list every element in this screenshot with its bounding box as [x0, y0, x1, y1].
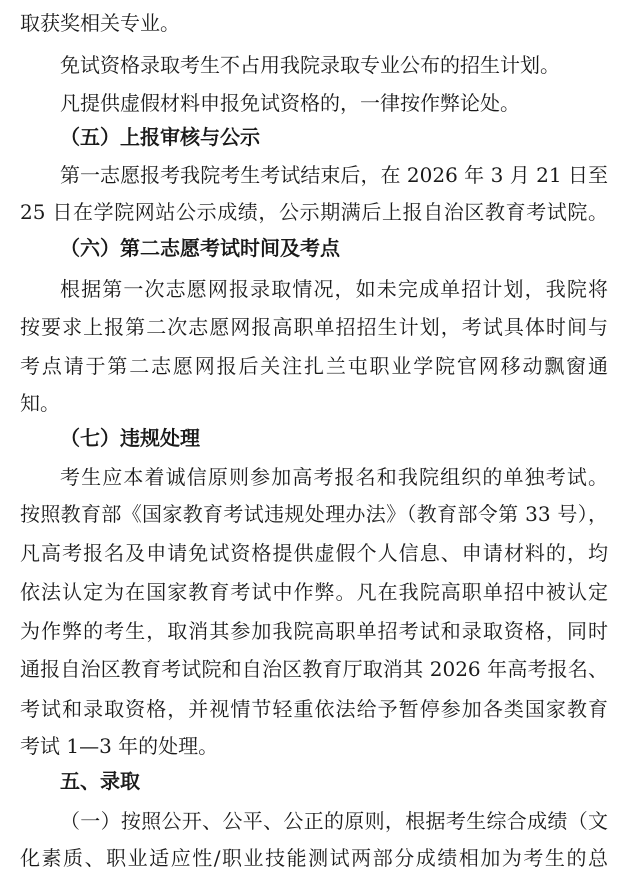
- text-line: 通报自治区教育考试院和自治区教育厅取消其 2026 年高考报名、: [20, 657, 608, 681]
- text-line: 考试 1—3 年的处理。: [20, 734, 219, 758]
- text-line: 为作弊的考生，取消其参加我院高职单招考试和录取资格，同时: [20, 619, 608, 643]
- subsection-heading: （七）违规处理: [60, 426, 200, 450]
- text-line: 第一志愿报考我院考生考试结束后，在 2026 年 3 月 21 日至: [60, 163, 608, 187]
- text-line: 化素质、职业适应性/职业技能测试两部分成绩相加为考生的总: [20, 846, 608, 870]
- text-line: 考试和录取资格，并视情节轻重依法给予暂停参加各类国家教育: [20, 697, 608, 721]
- subsection-heading: （六）第二志愿考试时间及考点: [60, 236, 340, 260]
- text-line: 25 日在学院网站公示成绩，公示期满后上报自治区教育考试院。: [20, 200, 608, 224]
- text-line: 凡提供虚假材料申报免试资格的，一律按作弊论处。: [60, 91, 520, 115]
- section-heading: 五、录取: [60, 769, 140, 793]
- text-line: 依法认定为在国家教育考试中作弊。凡在我院高职单招中被认定: [20, 580, 608, 604]
- subsection-heading: （五）上报审核与公示: [60, 125, 260, 149]
- text-line: 按要求上报第二次志愿网报高职单招招生计划，考试具体时间与: [20, 315, 608, 339]
- text-line: 考点请于第二志愿网报后关注扎兰屯职业学院官网移动飘窗通: [20, 354, 608, 378]
- text-line: 免试资格录取考生不占用我院录取专业公布的招生计划。: [60, 53, 560, 77]
- text-line: 凡高考报名及申请免试资格提供虚假个人信息、申请材料的，均: [20, 541, 608, 565]
- text-line: 按照教育部《国家教育考试违规处理办法》（教育部令第 33 号），: [20, 502, 608, 526]
- text-line: 考生应本着诚信原则参加高考报名和我院组织的单独考试。: [60, 465, 608, 489]
- text-line: 知。: [20, 391, 60, 415]
- text-line: 根据第一次志愿网报录取情况，如未完成单招计划，我院将: [60, 277, 608, 301]
- text-line: （一）按照公开、公平、公正的原则，根据考生综合成绩（文: [60, 809, 608, 833]
- text-line: 取获奖相关专业。: [20, 11, 180, 35]
